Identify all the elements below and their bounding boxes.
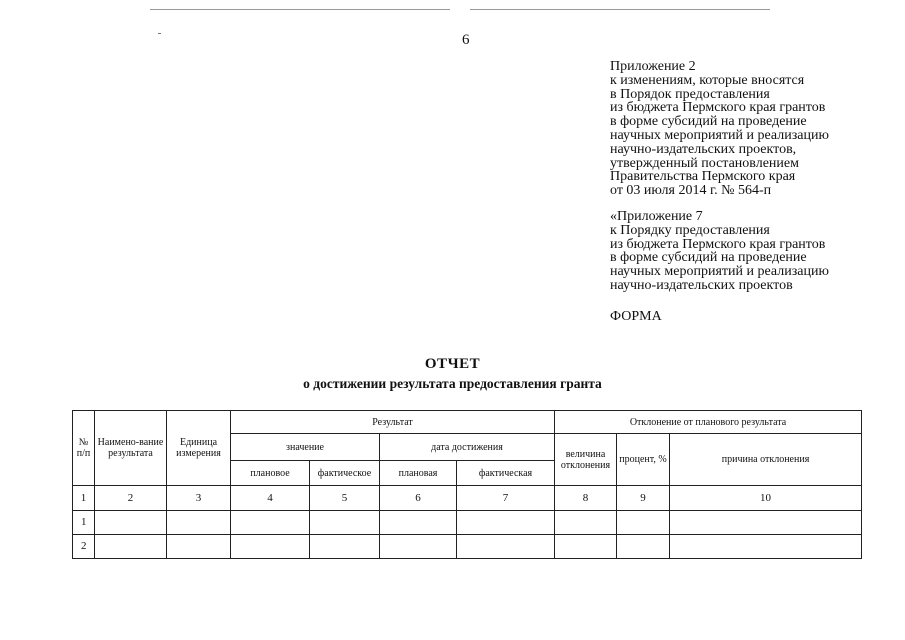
table-cell — [555, 535, 617, 559]
header-achievement-date: дата достижения — [380, 434, 555, 461]
table-cell — [457, 511, 555, 535]
table-cell — [95, 535, 167, 559]
table-cell — [617, 511, 670, 535]
header-planned-value: плановое — [231, 461, 310, 486]
scan-artifact-line — [470, 9, 770, 10]
header-unit: Единица измерения — [167, 411, 231, 486]
column-number-row — [73, 486, 862, 511]
appendix-2-line: в Порядок предоставления — [610, 86, 770, 102]
appendix-7-line: к Порядку предоставления — [610, 222, 770, 238]
table-cell — [167, 535, 231, 559]
table-cell — [95, 511, 167, 535]
appendix-2-line: к изменениям, которые вносятся — [610, 72, 805, 88]
header-reason: причина отклонения — [670, 434, 862, 486]
column-number: 5 — [310, 486, 380, 511]
header-percent: процент, % — [617, 434, 670, 486]
appendix-2-line: из бюджета Пермского края грантов — [610, 100, 826, 116]
appendix-2-line: научно-издательских проектов, — [610, 141, 797, 157]
table-cell — [457, 535, 555, 559]
appendix-2-block — [610, 60, 900, 198]
report-table — [72, 410, 862, 559]
column-number: 3 — [167, 486, 231, 511]
table-cell — [231, 535, 310, 559]
page-number: 6 — [462, 32, 470, 48]
header-deviation-size: величина отклонения — [555, 434, 617, 486]
column-number: 6 — [380, 486, 457, 511]
report-subtitle: о достижении результата предоставления гранта — [303, 376, 602, 391]
table-cell — [555, 511, 617, 535]
appendix-2-line: Правительства Пермского края — [610, 169, 796, 185]
appendix-2-line: от 03 июля 2014 г. № 564-п — [610, 183, 772, 199]
appendix-7-line: в форме субсидий на проведение — [610, 250, 807, 266]
table-row — [73, 511, 862, 535]
header-actual-date: фактическая — [457, 461, 555, 486]
table-row — [73, 535, 862, 559]
appendix-7-line: научно-издательских проектов — [610, 277, 793, 293]
column-number: 9 — [617, 486, 670, 511]
column-number: 1 — [73, 486, 95, 511]
appendix-7-line: из бюджета Пермского края грантов — [610, 236, 826, 252]
header-value: значение — [231, 434, 380, 461]
appendix-2-line: в форме субсидий на проведение — [610, 114, 807, 130]
appendix-7-block — [610, 210, 900, 293]
column-number: 10 — [670, 486, 862, 511]
column-number: 7 — [457, 486, 555, 511]
table-cell — [231, 511, 310, 535]
header-deviation: Отклонение от планового результата — [555, 411, 862, 434]
table-header-row — [73, 411, 862, 434]
appendix-7-line: научных мероприятий и реализацию — [610, 264, 829, 280]
header-num: № п/п — [73, 411, 95, 486]
table-cell — [617, 535, 670, 559]
table-cell — [670, 535, 862, 559]
appendix-2-line: научных мероприятий и реализацию — [610, 127, 829, 143]
header-planned-date: плановая — [380, 461, 457, 486]
column-number: 8 — [555, 486, 617, 511]
row-number: 1 — [73, 511, 95, 535]
table-cell — [380, 535, 457, 559]
column-number: 4 — [231, 486, 310, 511]
header-actual-value: фактическое — [310, 461, 380, 486]
table-cell — [167, 511, 231, 535]
table-cell — [380, 511, 457, 535]
table-cell — [310, 535, 380, 559]
table-cell — [310, 511, 380, 535]
column-number: 2 — [95, 486, 167, 511]
row-number: 2 — [73, 535, 95, 559]
form-label: ФОРМА — [610, 309, 662, 324]
appendix-2-line: утвержденный постановлением — [610, 155, 799, 171]
header-result: Результат — [231, 411, 555, 434]
header-result-name: Наимено-вание результата — [95, 411, 167, 486]
appendix-2-line: Приложение 2 — [610, 59, 696, 74]
scan-artifact-line — [150, 9, 450, 10]
scan-speck — [158, 33, 161, 34]
table-cell — [670, 511, 862, 535]
report-title: ОТЧЕТ — [424, 356, 481, 372]
appendix-7-line: «Приложение 7 — [610, 209, 703, 224]
